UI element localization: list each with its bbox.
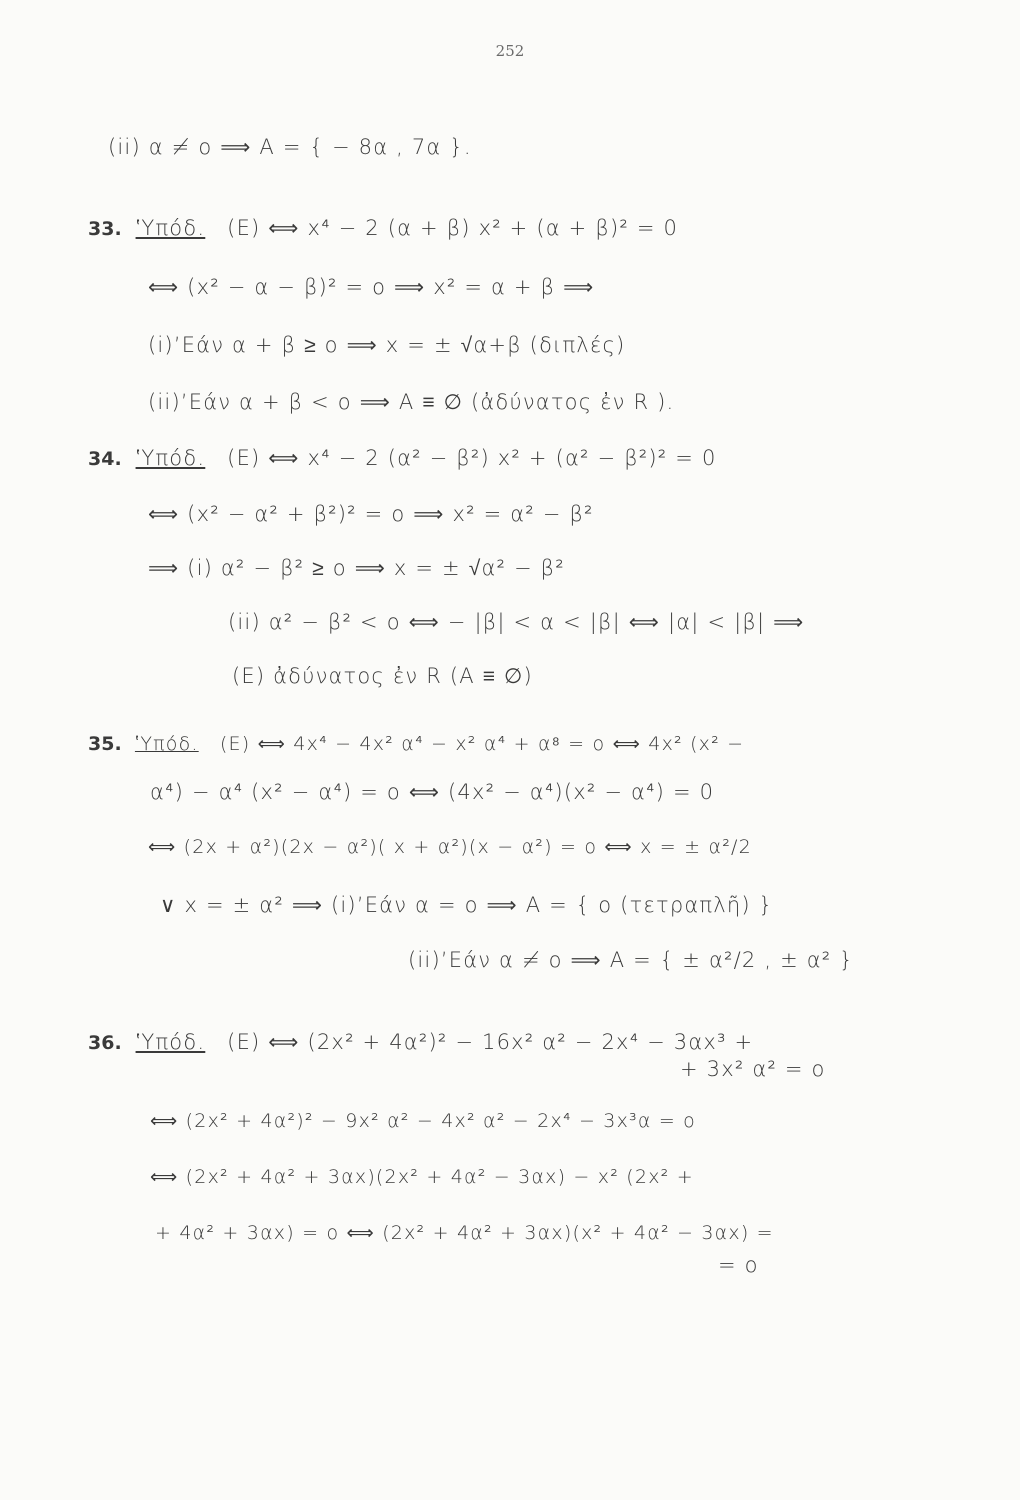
formula-text: (i)ʼΕάν α + β ≥ ο ⟹ x = ± √α+β (διπλές)	[148, 333, 626, 357]
formula-line	[718, 1253, 759, 1277]
formula-text: + 4α² + 3αx) = ο ⟺ (2x² + 4α² + 3αx)(x² + 4α² − 3αx) =	[155, 1222, 774, 1244]
formula-text: ∨ x = ± α² ⟹ (i)ʼΕάν α = ο ⟹ A = { ο (τετραπλῆ) }	[160, 893, 774, 917]
formula-line	[150, 1166, 694, 1188]
exercise-33-line	[88, 216, 678, 241]
formula-text: ⟺ (x² − α − β)² = ο ⟹ x² = α + β ⟹	[148, 275, 595, 299]
formula-line	[160, 893, 773, 917]
formula-text: (E) ⟺ 4x⁴ − 4x² α⁴ − x² α⁴ + α⁸ = ο ⟺ 4x² (x² −	[219, 733, 745, 755]
exercise-number: 33.	[88, 218, 122, 240]
formula-line	[148, 502, 594, 526]
exercise-number: 34.	[88, 448, 122, 470]
formula-text: (E) ⟺ x⁴ − 2 (α + β) x² + (α + β)² = 0	[227, 216, 679, 240]
formula-line	[150, 780, 714, 804]
formula-line	[155, 1222, 774, 1244]
formula-line	[148, 836, 752, 858]
formula-line	[108, 135, 472, 159]
formula-line	[232, 664, 533, 689]
formula-line	[228, 610, 804, 634]
formula-line	[148, 333, 625, 358]
formula-text: (ii)ʼΕάν α ≠ ο ⟹ A = { ± α²/2 , ± α² }	[408, 948, 854, 972]
formula-line	[150, 1110, 696, 1132]
formula-line	[680, 1057, 826, 1081]
formula-line	[408, 948, 854, 972]
hint-label: ʽΥπόδ.	[134, 733, 199, 755]
exercise-34-line	[88, 446, 717, 471]
formula-text: (ii)ʼΕάν α + β < ο ⟹ A ≡ ∅ (ἀδύνατος ἐν R ).	[148, 390, 675, 414]
page-number: 252	[495, 42, 525, 60]
formula-text: ⟺ (2x + α²)(2x − α²)( x + α²)(x − α²) = ο ⟺ x = ± α²/2	[148, 836, 752, 858]
exercise-number: 35.	[88, 733, 122, 755]
hint-label: ʽΥπόδ.	[135, 1030, 206, 1054]
hint-label: ʽΥπόδ.	[135, 216, 206, 240]
formula-text: (E) ἀδύνατος ἐν R (A ≡ ∅)	[232, 664, 533, 688]
formula-text: ⟺ (2x² + 4α² + 3αx)(2x² + 4α² − 3αx) − x² (2x² +	[150, 1166, 694, 1188]
formula-text: = ο	[718, 1253, 759, 1277]
hint-label: ʽΥπόδ.	[135, 446, 206, 470]
exercise-number: 36.	[88, 1032, 122, 1054]
formula-text: (ii) α ≠ ο ⟹ A = { − 8α , 7α }.	[108, 135, 472, 159]
formula-text: ⟺ (2x² + 4α²)² − 9x² α² − 4x² α² − 2x⁴ − 3x³α = ο	[150, 1110, 696, 1132]
formula-text: + 3x² α² = ο	[680, 1057, 826, 1081]
formula-text: (E) ⟺ (2x² + 4α²)² − 16x² α² − 2x⁴ − 3αx³ +	[227, 1030, 754, 1054]
formula-text: ⟺ (x² − α² + β²)² = ο ⟹ x² = α² − β²	[148, 502, 594, 526]
formula-text: α⁴) − α⁴ (x² − α⁴) = ο ⟺ (4x² − α⁴)(x² − α⁴) = 0	[150, 780, 715, 804]
formula-text: ⟹ (i) α² − β² ≥ ο ⟹ x = ± √α² − β²	[148, 556, 565, 580]
formula-text: (ii) α² − β² < ο ⟺ − |β| < α < |β| ⟺ |α| < |β| ⟹	[228, 610, 805, 634]
exercise-36-line	[88, 1030, 753, 1055]
exercise-35-line	[88, 733, 744, 756]
formula-line	[148, 556, 565, 581]
formula-line	[148, 275, 594, 299]
formula-line	[148, 390, 674, 415]
formula-text: (E) ⟺ x⁴ − 2 (α² − β²) x² + (α² − β²)² = 0	[227, 446, 717, 470]
